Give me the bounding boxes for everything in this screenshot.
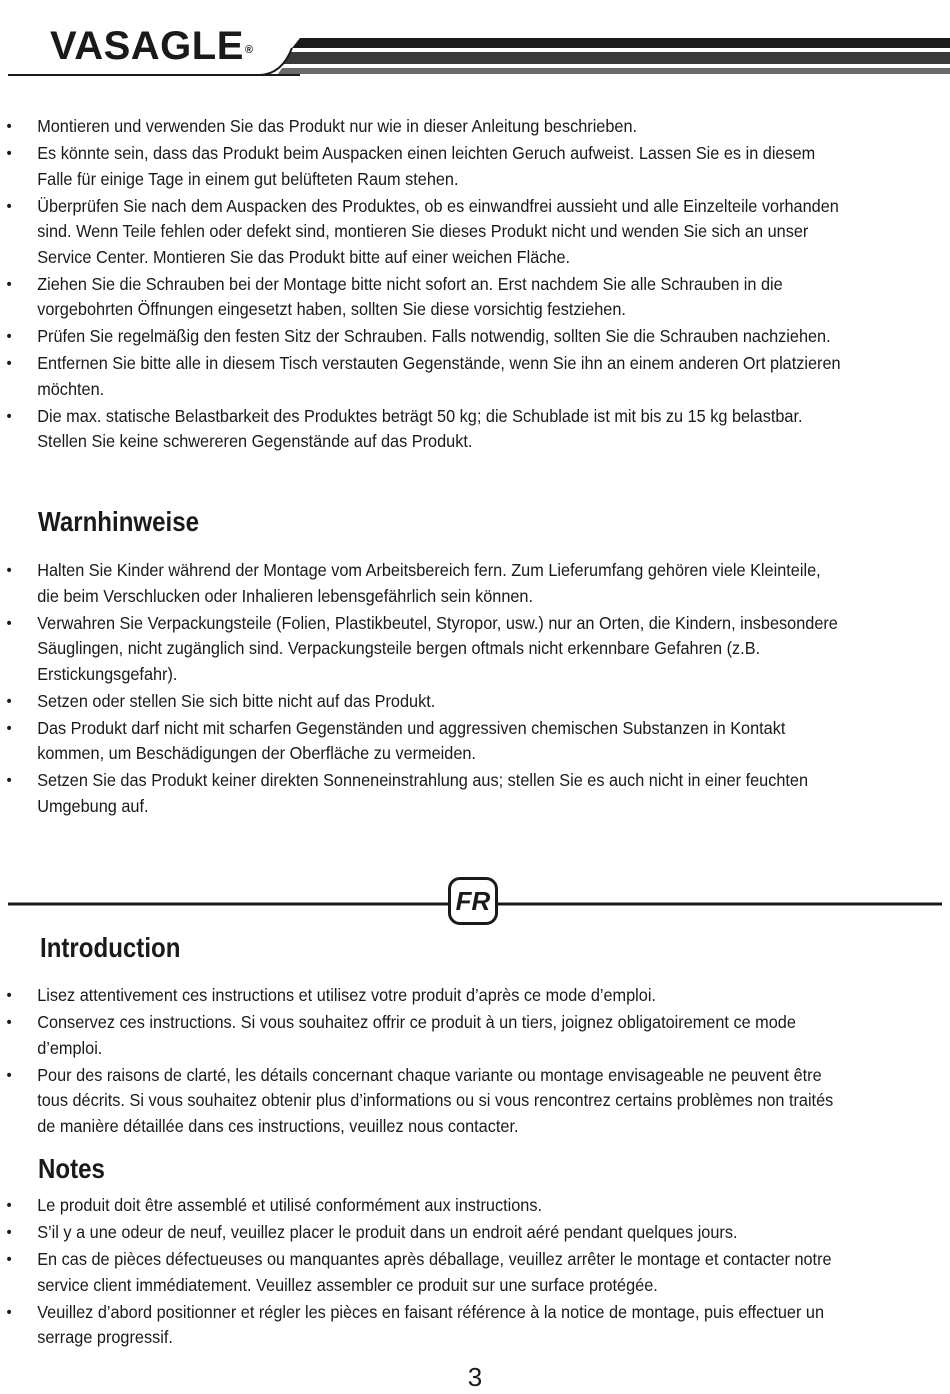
page-number: 3: [467, 1362, 483, 1392]
list-item: • Veuillez d’abord positionner et régler les pièces en faisant référence à la notice de montage, puis effectuer un serrage progressif.: [0, 1300, 884, 1351]
de-intro-list: [0, 114, 950, 456]
de-warnings-title: Warnhinweise: [38, 506, 200, 537]
fr-notes-title: Notes: [38, 1153, 105, 1184]
list-item: • En cas de pièces défectueuses ou manquantes après déballage, veuillez arrêter le montage et contacter notre service client immédiatement. Veuillez assembler ce produit sur une surface protégée.: [0, 1247, 884, 1298]
list-item: • Pour des raisons de clarté, les détails concernant chaque variante ou montage envisageable ne peuvent être tous décrits. Si vous souhaitez obtenir plus d’informations ou si vous rencontrez certains problèmes non traités de manière détaillée dans ces instructions, veuillez nous contacter.: [0, 1063, 884, 1140]
list-item: • S’il y a une odeur de neuf, veuillez placer le produit dans un endroit aéré pendant quelques jours.: [0, 1220, 884, 1246]
list-item: • Prüfen Sie regelmäßig den festen Sitz der Schrauben. Falls notwendig, sollten Sie die Schrauben nachziehen.: [0, 324, 884, 350]
list-item: • Montieren und verwenden Sie das Produkt nur wie in dieser Anleitung beschrieben.: [0, 114, 884, 140]
brand-name: VASAGLE: [50, 24, 244, 68]
registered-mark: ®: [244, 44, 254, 56]
list-item: • Conservez ces instructions. Si vous souhaitez offrir ce produit à un tiers, joignez obligatoirement ce mode d’emploi.: [0, 1010, 884, 1061]
list-item: • Es könnte sein, dass das Produkt beim Auspacken einen leichten Geruch aufweist. Lassen Sie es in diesem Falle für einige Tage in einem gut belüfteten Raum stehen.: [0, 141, 884, 192]
list-item: • Die max. statische Belastbarkeit des Produktes beträgt 50 kg; die Schublade ist mit bis zu 15 kg belastbar. Stellen Sie keine schwereren Gegenstände auf das Produkt.: [0, 404, 884, 455]
fr-notes-list: [0, 1193, 950, 1352]
page-header: [0, 0, 950, 80]
list-item: • Ziehen Sie die Schrauben bei der Montage bitte nicht sofort an. Erst nachdem Sie alle Schrauben in die vorgebohrten Öffnungen eingesetzt haben, sollten Sie diese vorsichtig festziehen.: [0, 272, 884, 323]
fr-introduction-title: Introduction: [40, 932, 181, 963]
fr-language-badge: FR: [448, 877, 498, 925]
list-item: • Verwahren Sie Verpackungsteile (Folien, Plastikbeutel, Styropor, usw.) nur an Orten, die Kindern, insbesondere Säuglingen, nicht zugänglich sind. Verpackungsteile bergen oftmals nicht erkennbare Gefahren (z.B. Erstickungsgefahr).: [0, 611, 884, 688]
list-item: • Le produit doit être assemblé et utilisé conformément aux instructions.: [0, 1193, 884, 1219]
list-item: • Setzen oder stellen Sie sich bitte nicht auf das Produkt.: [0, 689, 884, 715]
list-item: • Halten Sie Kinder während der Montage vom Arbeitsbereich fern. Zum Lieferumfang gehören viele Kleinteile, die beim Verschlucken oder Inhalieren lebensgefährlich sein können.: [0, 558, 884, 609]
list-item: • Setzen Sie das Produkt keiner direkten Sonneneinstrahlung aus; stellen Sie es auch nicht in einer feuchten Umgebung auf.: [0, 768, 884, 819]
fr-introduction-list: [0, 983, 950, 1141]
list-item: • Das Produkt darf nicht mit scharfen Gegenständen und aggressiven chemischen Substanzen in Kontakt kommen, um Beschädigungen der Oberfläche zu vermeiden.: [0, 716, 884, 767]
brand-logo: [50, 24, 254, 68]
list-item: • Überprüfen Sie nach dem Auspacken des Produktes, ob es einwandfrei aussieht und alle Einzelteile vorhanden sind. Wenn Teile fehlen oder defekt sind, montieren Sie dieses Produkt nicht und wenden Sie sich an unser Service Center. Montieren Sie das Produkt bitte auf einer weichen Fläche.: [0, 194, 884, 271]
list-item: • Entfernen Sie bitte alle in diesem Tisch verstauten Gegenstände, wenn Sie ihn an einem anderen Ort platzieren möchten.: [0, 351, 884, 402]
de-warnings-list: [0, 558, 950, 821]
list-item: • Lisez attentivement ces instructions et utilisez votre produit d’après ce mode d’emploi.: [0, 983, 884, 1009]
